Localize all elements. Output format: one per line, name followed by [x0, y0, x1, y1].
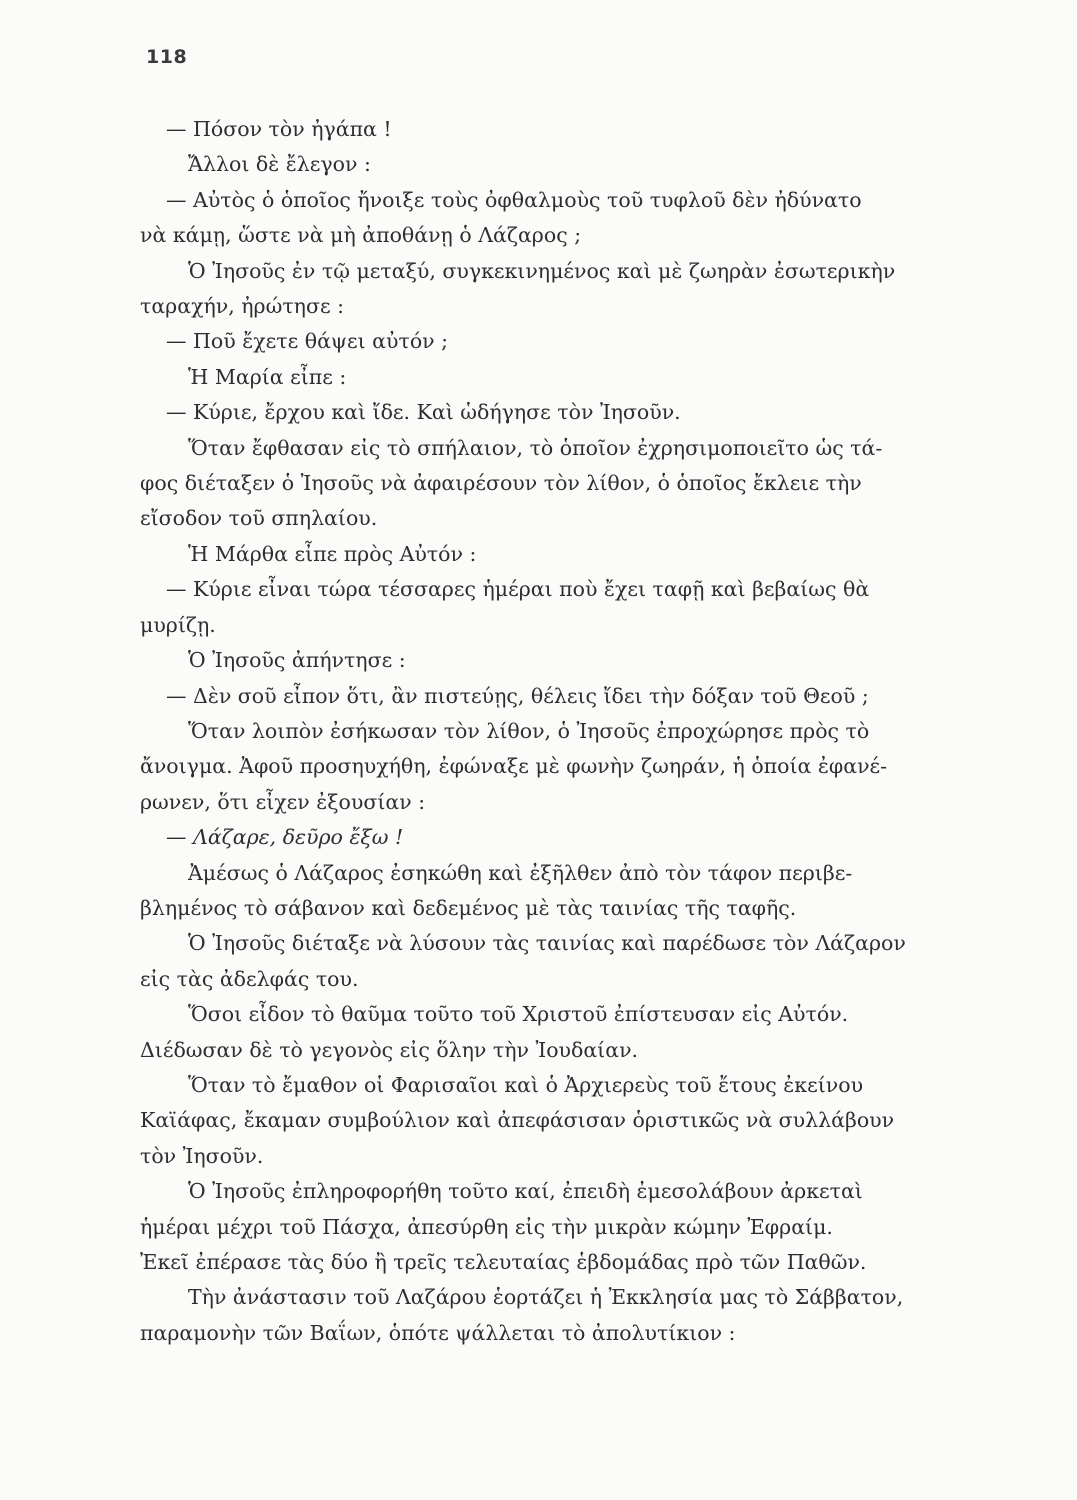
text-line: βλημένος τὸ σάβανον καὶ δεδεμένος μὲ τὰς ταινίας τῆς ταφῆς.	[140, 895, 797, 920]
text-line: Ἐκεῖ ἐπέρασε τὰς δύο ἢ τρεῖς τελευταίας ἑβδομάδας πρὸ τῶν Παθῶν.	[140, 1250, 867, 1274]
text-line: ρωνεν, ὅτι εἶχεν ἐξουσίαν :	[140, 789, 426, 814]
text-line: Ἀμέσως ὁ Λάζαρος ἐσηκώθη καὶ ἐξῆλθεν ἀπὸ τὸν τάφον περιβε-	[188, 860, 853, 885]
text-line: — Ποῦ ἔχετε θάψει αὐτόν ;	[166, 329, 449, 354]
text-line: — Δὲν σοῦ εἶπον ὅτι, ἂν πιστεύῃς, θέλεις ἴδει τὴν δόξαν τοῦ Θεοῦ ;	[166, 683, 869, 708]
text-line: παραμονὴν τῶν Βαΐων, ὁπότε ψάλλεται τὸ ἀπολυτίκιον :	[140, 1320, 736, 1345]
text-line: — Κύριε, ἔρχου καὶ ἴδε. Καὶ ὡδήγησε τὸν Ἰησοῦν.	[166, 400, 681, 425]
page-body-text	[140, 112, 970, 1351]
text-line: Ὁ Ἰησοῦς ἐπληροφορήθη τοῦτο καί, ἐπειδὴ ἐμεσολάβουν ἀρκεταὶ	[188, 1179, 863, 1204]
text-line: Ἄλλοι δὲ ἔλεγον :	[188, 152, 371, 177]
text-line: νὰ κάμῃ, ὥστε νὰ μὴ ἀποθάνῃ ὁ Λάζαρος ;	[140, 223, 582, 248]
text-line: εἴσοδον τοῦ σπηλαίου.	[140, 506, 378, 531]
text-line: Καϊάφας, ἔκαμαν συμβούλιον καὶ ἀπεφάσισαν ὁριστικῶς νὰ συλλάβουν	[140, 1108, 895, 1133]
text-line: Ὅταν τὸ ἔμαθον οἱ Φαρισαῖοι καὶ ὁ Ἀρχιερεὺς τοῦ ἔτους ἐκείνου	[188, 1072, 864, 1097]
text-line: Ὅταν λοιπὸν ἐσήκωσαν τὸν λίθον, ὁ Ἰησοῦς ἐπροχώρησε πρὸς τὸ	[188, 718, 870, 743]
text-line: — Αὐτὸς ὁ ὁποῖος ἤνοιξε τοὺς ὀφθαλμοὺς τοῦ τυφλοῦ δὲν ἠδύνατο	[166, 187, 862, 212]
page-number: 118	[146, 46, 188, 68]
text-line: Διέδωσαν δὲ τὸ γεγονὸς εἰς ὅλην τὴν Ἰουδαίαν.	[140, 1037, 639, 1062]
text-line: ἡμέραι μέχρι τοῦ Πάσχα, ἀπεσύρθη εἰς τὴν μικρὰν κώμην Ἐφραίμ.	[140, 1214, 833, 1239]
text-line: Ὅταν ἔφθασαν εἰς τὸ σπήλαιον, τὸ ὁποῖον ἐχρησιμοποιεῖτο ὡς τά-	[188, 435, 883, 460]
text-line: Τὴν ἀνάστασιν τοῦ Λαζάρου ἑορτάζει ἡ Ἐκκλησία μας τὸ Σάββατον,	[188, 1285, 904, 1310]
text-line: Ὁ Ἰησοῦς ἐν τῷ μεταξύ, συγκεκινημένος καὶ μὲ ζωηρὰν ἐσωτερικὴν	[188, 258, 896, 283]
text-line: — Πόσον τὸν ἠγάπα !	[166, 117, 392, 141]
text-line: τὸν Ἰησοῦν.	[140, 1143, 264, 1168]
text-line: Ὁ Ἰησοῦς διέταξε νὰ λύσουν τὰς ταινίας καὶ παρέδωσε τὸν Λάζαρον	[188, 931, 906, 956]
text-line: Ὁ Ἰησοῦς ἀπήντησε :	[188, 648, 406, 673]
text-line: Ἡ Μαρία εἶπε :	[188, 364, 347, 389]
text-line: ταραχήν, ἠρώτησε :	[140, 294, 344, 319]
text-line: Ἡ Μάρθα εἶπε πρὸς Αὐτόν :	[188, 541, 477, 566]
text-line-quote: — Λάζαρε, δεῦρο ἔξω !	[166, 825, 404, 850]
text-line: — Κύριε εἶναι τώρα τέσσαρες ἡμέραι ποὺ ἔχει ταφῇ καὶ βεβαίως θὰ	[166, 577, 870, 602]
text-line: μυρίζῃ.	[140, 612, 216, 637]
text-line: Ὅσοι εἶδον τὸ θαῦμα τοῦτο τοῦ Χριστοῦ ἐπίστευσαν εἰς Αὐτόν.	[188, 1002, 849, 1027]
text-line: ἄνοιγμα. Ἀφοῦ προσηυχήθη, ἐφώναξε μὲ φωνὴν ζωηράν, ἡ ὁποία ἐφανέ-	[140, 754, 888, 779]
text-line: φος διέταξεν ὁ Ἰησοῦς νὰ ἀφαιρέσουν τὸν λίθον, ὁ ὁποῖος ἔκλειε τὴν	[140, 471, 862, 496]
text-line: εἰς τὰς ἀδελφάς του.	[140, 966, 359, 991]
